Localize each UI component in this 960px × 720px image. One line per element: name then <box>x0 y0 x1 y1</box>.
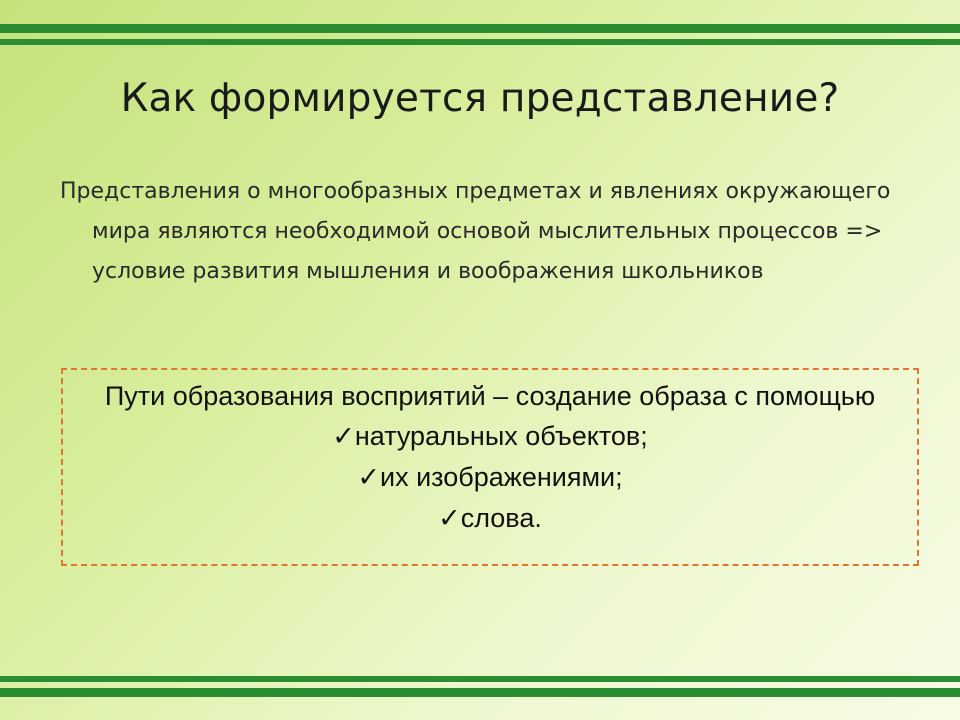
top-stripe-2 <box>0 39 960 45</box>
ways-item <box>63 416 917 457</box>
top-stripe-1 <box>0 24 960 33</box>
ways-item-label: натуральных объектов; <box>354 421 648 451</box>
slide-title: Как формируется представление? <box>120 76 840 121</box>
check-icon: ✓ <box>332 421 355 452</box>
ways-item-label: их изображениями; <box>380 462 623 492</box>
check-icon: ✓ <box>357 462 381 493</box>
ways-item-label: слова. <box>460 503 542 533</box>
ways-item <box>63 498 917 539</box>
ways-item <box>63 457 917 498</box>
bottom-stripe-1 <box>0 676 960 682</box>
check-icon: ✓ <box>438 503 461 534</box>
main-paragraph: Представления о многообразных предметах и явлениях окружающего мира являются необходимой основой мыслительных процессов => условие развития мышления и воображения школьников <box>60 179 891 284</box>
ways-box <box>61 368 919 566</box>
ways-heading: Пути образования восприятий – создание образа с помощью <box>104 381 876 411</box>
bottom-stripe-2 <box>0 688 960 697</box>
